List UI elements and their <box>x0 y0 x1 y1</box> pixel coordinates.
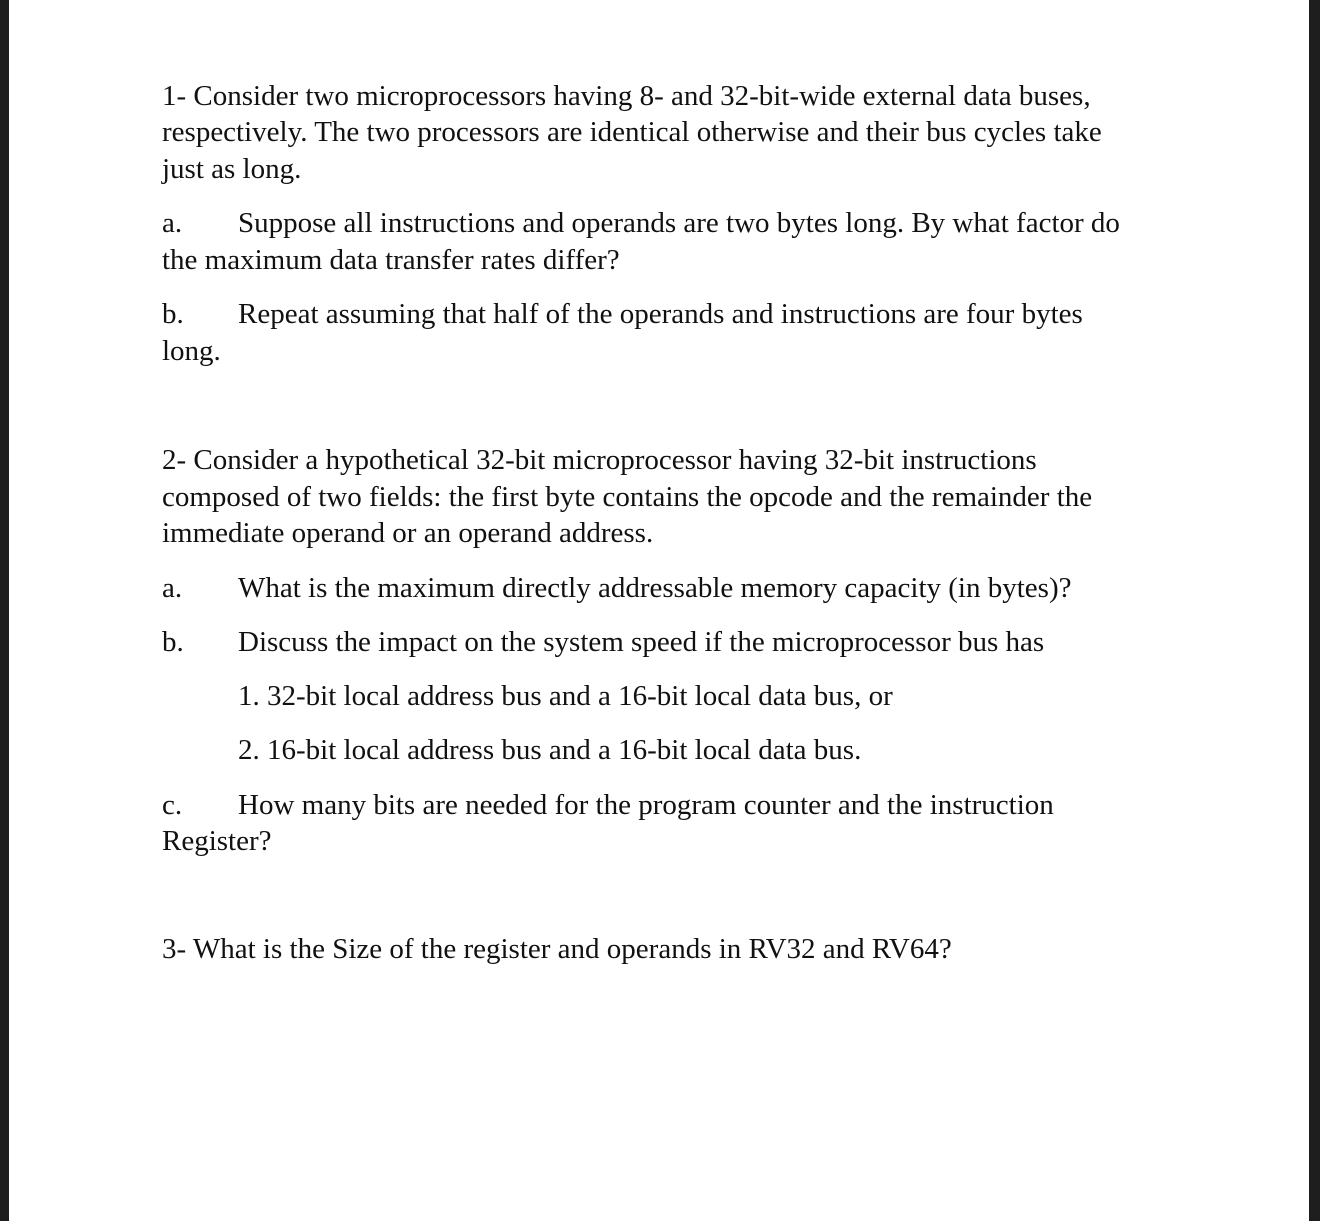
q1-b-line-1: Repeat assuming that half of the operands and instructions are four bytes <box>238 298 1083 330</box>
q2-b-text: Discuss the impact on the system speed if the microprocessor bus has <box>238 626 1045 658</box>
q1-a-line-2: the maximum data transfer rates differ? <box>162 244 620 276</box>
q2-a-text: What is the maximum directly addressable memory capacity (in bytes)? <box>238 572 1072 604</box>
q2-b-option-1: 1. 32-bit local address bus and a 16-bit local data bus, or <box>238 680 893 712</box>
q1-a-label: a. <box>162 207 183 239</box>
q2-c-line-2: Register? <box>162 825 272 857</box>
q2-line-1: 2- Consider a hypothetical 32-bit microprocessor having 32-bit instructions <box>162 444 1037 476</box>
q1-a-line-1: Suppose all instructions and operands are two bytes long. By what factor do <box>238 207 1120 239</box>
q1-b-line-2: long. <box>162 335 221 367</box>
q2-c-label: c. <box>162 789 183 821</box>
q1-b-label: b. <box>162 298 184 330</box>
q2-b-option-2: 2. 16-bit local address bus and a 16-bit local data bus. <box>238 734 862 766</box>
q2-c-line-1: How many bits are needed for the program counter and the instruction <box>238 789 1054 821</box>
q3-text: 3- What is the Size of the register and operands in RV32 and RV64? <box>162 933 952 965</box>
q2-line-2: composed of two fields: the first byte contains the opcode and the remainder the <box>162 481 1093 513</box>
q1-line-3: just as long. <box>162 153 302 185</box>
document-page <box>9 0 1309 1221</box>
q2-b-label: b. <box>162 626 184 658</box>
q1-line-1: 1- Consider two microprocessors having 8- and 32-bit-wide external data buses, <box>162 80 1091 112</box>
q2-line-3: immediate operand or an operand address. <box>162 517 654 549</box>
q2-a-label: a. <box>162 572 183 604</box>
q1-line-2: respectively. The two processors are identical otherwise and their bus cycles take <box>162 116 1102 148</box>
